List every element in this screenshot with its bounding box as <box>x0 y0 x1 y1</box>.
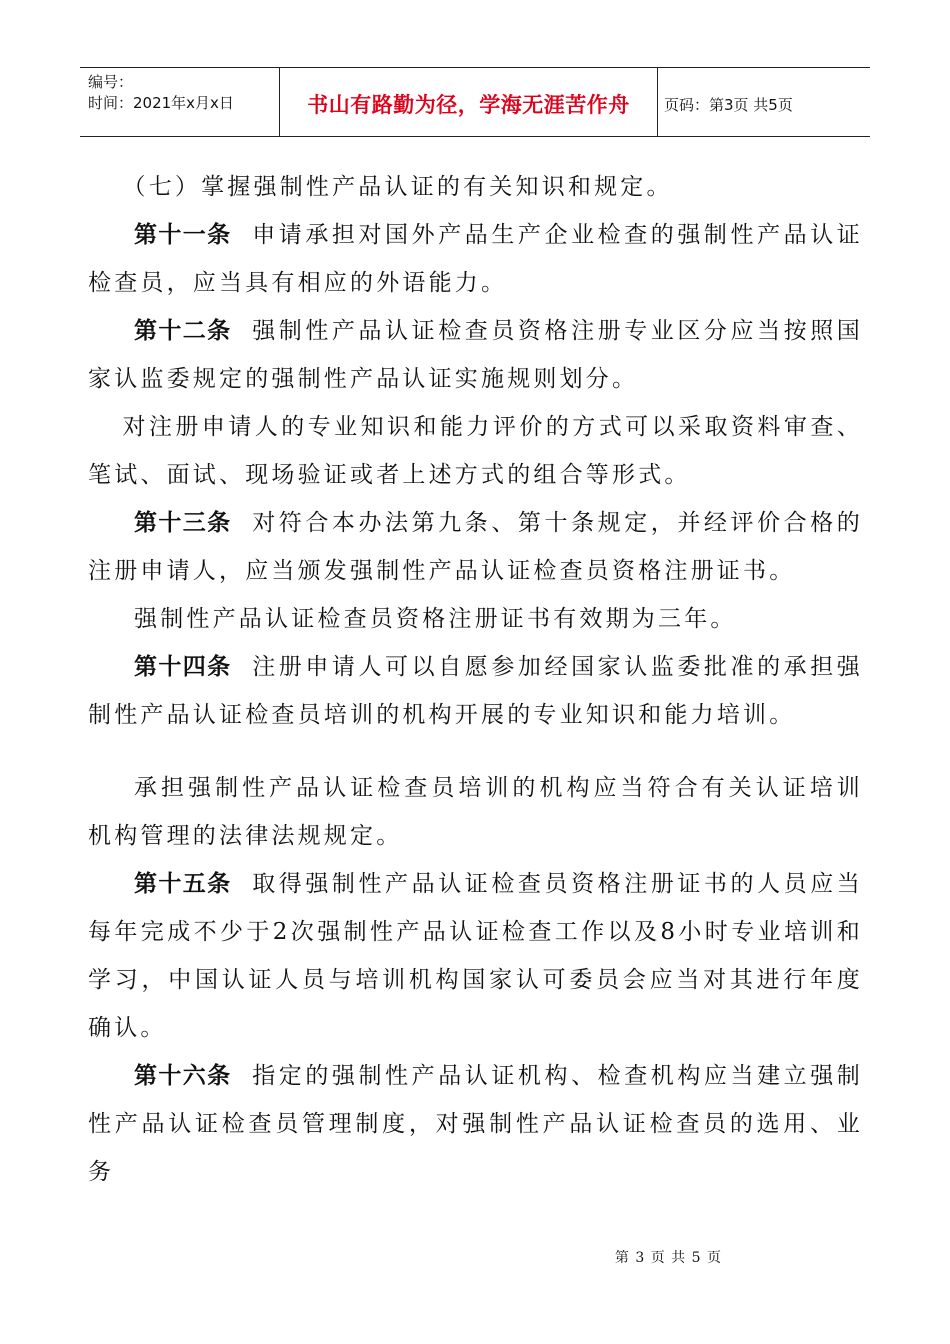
article-number: 第十六条 <box>134 1063 232 1089</box>
header-motto: 书山有路勤为径，学海无涯苦作舟 <box>280 68 658 136</box>
article-paragraph <box>88 860 863 1052</box>
article-number: 第十三条 <box>134 510 232 536</box>
paragraph-text: 强制性产品认证检查员资格注册证书有效期为三年。 <box>134 606 737 632</box>
paragraph-text: 取得强制性产品认证检查员资格注册证书的人员应当每年完成不少于2次强制性产品认证检查工作以及8小时专业培训和学习，中国认证人员与培训机构国家认可委员会应当对其进行年度确认。 <box>88 871 863 1041</box>
paragraph-text: 对注册申请人的专业知识和能力评价的方式可以采取资料审查、笔试、面试、现场验证或者上述方式的组合等形式。 <box>88 414 863 488</box>
page-footer: 第 3 页 共 5 页 <box>614 1250 722 1266</box>
document-time-label: 时间：2021年x月x日 <box>88 94 234 112</box>
paragraph-text: 对符合本办法第九条、第十条规定，并经评价合格的注册申请人，应当颁发强制性产品认证检查员资格注册证书。 <box>88 510 863 584</box>
article-paragraph <box>88 211 863 307</box>
article-number: 第十二条 <box>134 318 232 344</box>
paragraph <box>88 403 863 499</box>
paragraph-text: （七）掌握强制性产品认证的有关知识和规定。 <box>122 174 673 200</box>
paragraph <box>88 595 863 643</box>
article-paragraph <box>88 307 863 403</box>
paragraph-text: 申请承担对国外产品生产企业检查的强制性产品认证检查员，应当具有相应的外语能力。 <box>88 222 863 296</box>
header-page-code: 页码：第3页 共5页 <box>664 95 793 114</box>
paragraph <box>88 163 863 211</box>
paragraph-text: 注册申请人可以自愿参加经国家认监委批准的承担强制性产品认证检查员培训的机构开展的专业知识和能力培训。 <box>88 654 863 728</box>
paragraph-text: 承担强制性产品认证检查员培训的机构应当符合有关认证培训机构管理的法律法规规定。 <box>88 775 863 849</box>
paragraph-gap <box>88 739 863 764</box>
paragraph-text: 强制性产品认证检查员资格注册专业区分应当按照国家认监委规定的强制性产品认证实施规则划分。 <box>88 318 863 392</box>
header-meta-cell <box>80 68 280 136</box>
document-body <box>88 163 863 1196</box>
article-paragraph <box>88 1052 863 1196</box>
paragraph-text: 指定的强制性产品认证机构、检查机构应当建立强制性产品认证检查员管理制度，对强制性产品认证检查员的选用、业务 <box>88 1063 863 1185</box>
paragraph <box>88 764 863 860</box>
article-paragraph <box>88 643 863 739</box>
document-number-label: 编号： <box>88 73 134 91</box>
article-paragraph <box>88 499 863 595</box>
page-header <box>80 67 870 137</box>
article-number: 第十五条 <box>134 871 232 897</box>
article-number: 第十一条 <box>134 222 232 248</box>
article-number: 第十四条 <box>134 654 232 680</box>
